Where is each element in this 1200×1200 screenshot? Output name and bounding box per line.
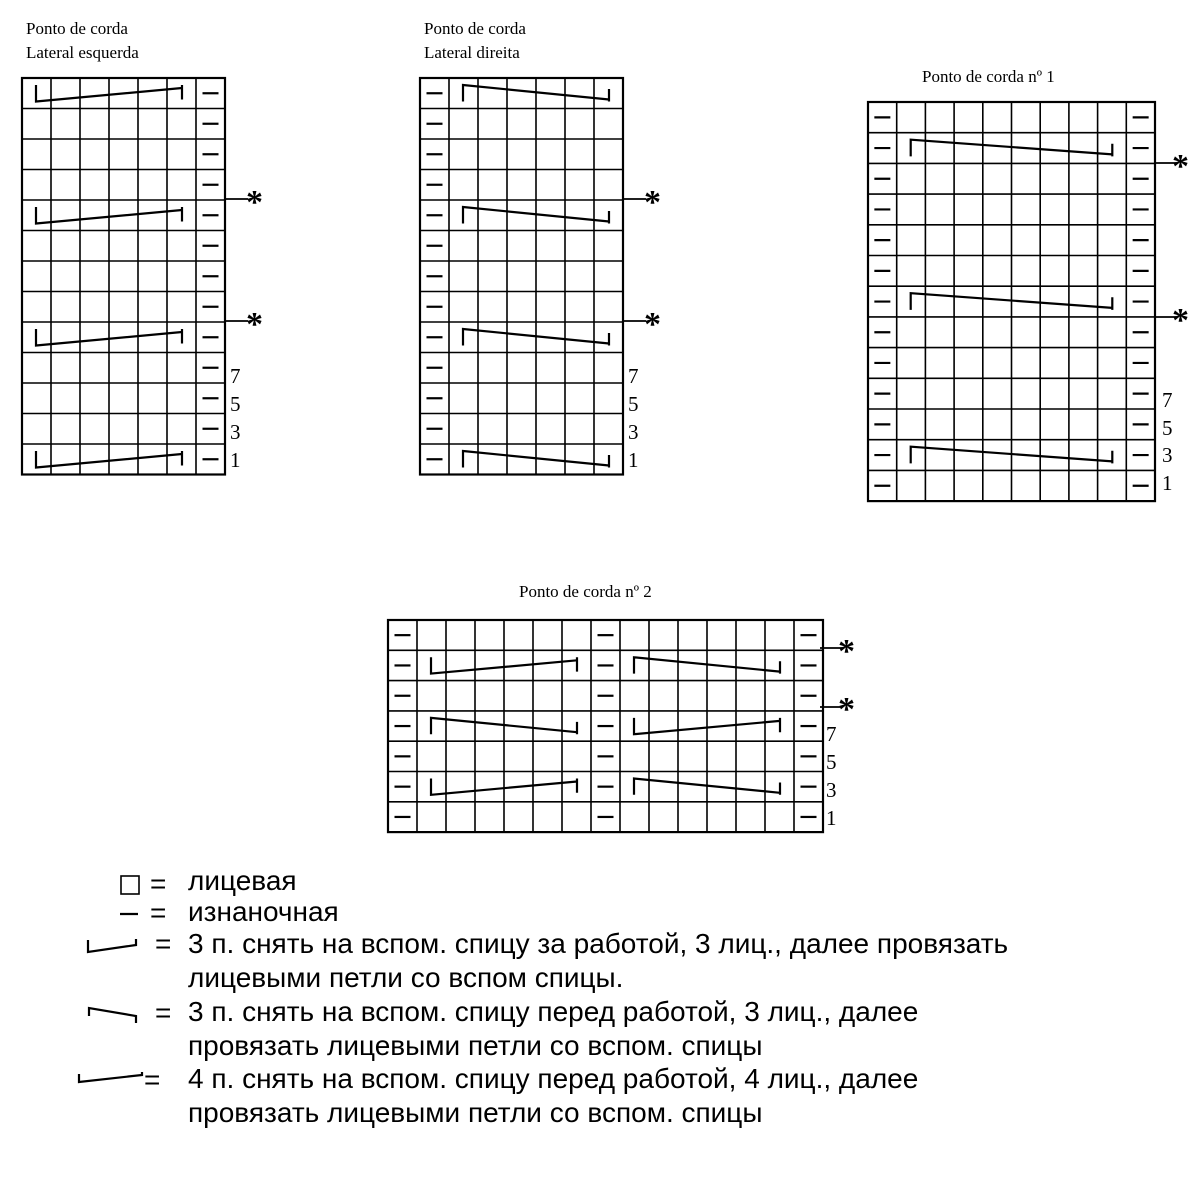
chart-left-title-line1: Ponto de corda bbox=[26, 19, 128, 38]
chart-lateral-direita bbox=[420, 19, 661, 475]
knit-square-icon bbox=[121, 876, 139, 894]
row-number: 5 bbox=[230, 392, 241, 416]
grid-frame bbox=[420, 78, 623, 475]
repeat-marker: * bbox=[838, 691, 855, 728]
chart-n1-grid bbox=[868, 102, 1155, 501]
row-number: 7 bbox=[1162, 388, 1173, 412]
row-number: 7 bbox=[628, 364, 639, 388]
row-number: 3 bbox=[1162, 443, 1173, 467]
legend-eq: = bbox=[155, 928, 172, 959]
chart-n1-title: Ponto de corda nº 1 bbox=[922, 67, 1055, 86]
chart-ponto-de-corda-1 bbox=[868, 67, 1189, 501]
legend-eq: = bbox=[144, 1064, 161, 1095]
legend-eq: = bbox=[150, 868, 167, 899]
repeat-marker: * bbox=[838, 633, 855, 670]
row-number: 1 bbox=[230, 448, 241, 472]
legend-cable-right-4-line1: 4 п. снять на вспом. спицу перед работой, 4 лиц., далее bbox=[188, 1063, 919, 1094]
row-number: 7 bbox=[230, 364, 241, 388]
chart-ponto-de-corda-2 bbox=[388, 582, 855, 832]
legend-eq: = bbox=[150, 897, 167, 928]
row-number: 1 bbox=[1162, 471, 1173, 495]
chart-lateral-esquerda bbox=[22, 19, 263, 475]
repeat-marker: * bbox=[246, 306, 263, 343]
legend-cable-left-3-line1: 3 п. снять на вспом. спицу за работой, 3 лиц., далее провязать bbox=[188, 928, 1009, 959]
legend-cable-right-4-line2: провязать лицевыми петли со вспом. спицы bbox=[188, 1097, 763, 1128]
chart-right-title-line1: Ponto de corda bbox=[424, 19, 526, 38]
legend-eq: = bbox=[155, 997, 172, 1028]
row-number: 3 bbox=[826, 778, 837, 802]
chart-n2-grid bbox=[388, 620, 823, 832]
repeat-marker: * bbox=[246, 184, 263, 221]
repeat-marker: * bbox=[644, 184, 661, 221]
row-number: 5 bbox=[826, 750, 837, 774]
chart-right-title-line2: Lateral direita bbox=[424, 43, 520, 62]
legend bbox=[79, 865, 1008, 1128]
legend-cable-right-3-line2: провязать лицевыми петли со вспом. спицы bbox=[188, 1030, 763, 1061]
repeat-marker: * bbox=[1172, 302, 1189, 339]
row-number: 1 bbox=[826, 806, 837, 830]
row-number: 5 bbox=[628, 392, 639, 416]
legend-purl-text: изнаночная bbox=[188, 896, 339, 927]
row-number: 5 bbox=[1162, 416, 1173, 440]
chart-left-title-line2: Lateral esquerda bbox=[26, 43, 139, 62]
chart-left-grid bbox=[22, 78, 225, 475]
grid-frame bbox=[22, 78, 225, 475]
cable-right-3-icon bbox=[89, 1008, 136, 1023]
row-number: 3 bbox=[230, 420, 241, 444]
repeat-marker: * bbox=[644, 306, 661, 343]
legend-cable-left-3-line2: лицевыми петли со вспом спицы. bbox=[188, 962, 624, 993]
cable-left-3-icon bbox=[88, 939, 136, 952]
chart-right-grid bbox=[420, 78, 623, 475]
chart-n2-title: Ponto de corda nº 2 bbox=[519, 582, 652, 601]
repeat-marker: * bbox=[1172, 148, 1189, 185]
cable-right-4-icon bbox=[79, 1072, 142, 1082]
row-number: 3 bbox=[628, 420, 639, 444]
row-number: 7 bbox=[826, 722, 837, 746]
legend-knit-text: лицевая bbox=[188, 865, 297, 896]
legend-cable-right-3-line1: 3 п. снять на вспом. спицу перед работой, 3 лиц., далее bbox=[188, 996, 919, 1027]
row-number: 1 bbox=[628, 448, 639, 472]
